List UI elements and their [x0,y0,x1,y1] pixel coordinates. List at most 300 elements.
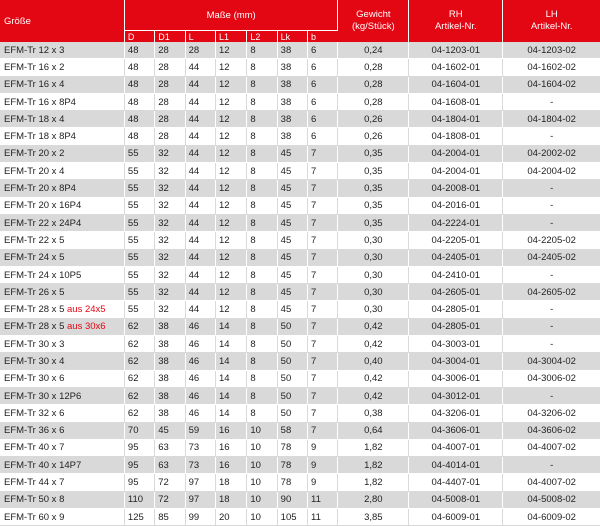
cell-lh: 04-2004-02 [503,163,600,180]
cell-lk: 78 [277,457,307,474]
cell-l: 28 [185,42,215,59]
cell-d: 62 [124,405,154,422]
cell-size [0,301,124,318]
cell-rh: 04-1604-01 [409,76,503,93]
cell-l1: 12 [215,249,246,266]
size-label: EFM-Tr 24 x 10P5 [4,269,82,281]
cell-rh: 04-1608-01 [409,93,503,110]
cell-l2: 8 [247,59,277,76]
cell-l1: 12 [215,145,246,162]
table-row [0,353,600,370]
cell-size [0,180,124,197]
cell-size [0,111,124,128]
cell-size [0,336,124,353]
cell-weight: 1,82 [338,439,409,456]
cell-l2: 8 [247,76,277,93]
cell-rh: 04-1203-01 [409,42,503,59]
cell-l2: 8 [247,128,277,145]
cell-d1: 72 [155,491,185,508]
cell-d: 48 [124,76,154,93]
size-note: aus 30x6 [67,321,106,333]
cell-d1: 32 [155,180,185,197]
cell-b: 7 [308,232,338,249]
cell-size [0,197,124,214]
cell-l2: 8 [247,42,277,59]
cell-l1: 18 [215,474,246,491]
cell-d: 62 [124,336,154,353]
cell-l: 44 [185,145,215,162]
cell-rh: 04-3004-01 [409,353,503,370]
cell-lk: 78 [277,474,307,491]
header-weight-label: Gewicht [356,9,391,20]
cell-d1: 32 [155,197,185,214]
table-row [0,301,600,318]
cell-l: 44 [185,249,215,266]
cell-d: 55 [124,145,154,162]
cell-rh: 04-3012-01 [409,387,503,404]
cell-rh: 04-4014-01 [409,457,503,474]
cell-l: 46 [185,370,215,387]
cell-d1: 28 [155,128,185,145]
cell-l2: 8 [247,336,277,353]
cell-size [0,422,124,439]
cell-l1: 12 [215,301,246,318]
cell-lh: 04-2205-02 [503,232,600,249]
table-row [0,249,600,266]
header-col-l1: L1 [215,31,246,43]
cell-d: 48 [124,42,154,59]
cell-b: 7 [308,249,338,266]
cell-l1: 12 [215,76,246,93]
cell-l2: 8 [247,301,277,318]
cell-weight: 0,26 [338,128,409,145]
cell-rh: 04-1602-01 [409,59,503,76]
cell-b: 7 [308,318,338,335]
cell-lh: - [503,301,600,318]
size-label: EFM-Tr 16 x 2 [4,61,65,73]
cell-d1: 63 [155,439,185,456]
cell-l2: 10 [247,439,277,456]
cell-l: 44 [185,284,215,301]
cell-lk: 45 [277,163,307,180]
cell-weight: 0,28 [338,76,409,93]
size-label: EFM-Tr 40 x 7 [4,442,65,454]
cell-lk: 105 [277,509,307,526]
cell-weight: 0,42 [338,370,409,387]
size-label: EFM-Tr 20 x 16P4 [4,200,82,212]
cell-lh: - [503,336,600,353]
cell-d1: 28 [155,42,185,59]
cell-d: 55 [124,249,154,266]
size-label: EFM-Tr 30 x 3 [4,338,65,350]
cell-rh: 04-4007-01 [409,439,503,456]
cell-l: 44 [185,163,215,180]
size-label: EFM-Tr 12 x 3 [4,44,65,56]
cell-lk: 45 [277,197,307,214]
cell-l1: 12 [215,180,246,197]
size-label: EFM-Tr 16 x 4 [4,79,65,91]
table-row [0,59,600,76]
cell-b: 11 [308,491,338,508]
cell-weight: 0,35 [338,214,409,231]
cell-rh: 04-6009-01 [409,509,503,526]
cell-lh: 04-4007-02 [503,474,600,491]
cell-weight: 0,42 [338,336,409,353]
cell-weight: 0,30 [338,301,409,318]
cell-l: 44 [185,59,215,76]
size-label: EFM-Tr 20 x 8P4 [4,183,76,195]
header-size: Größe [0,0,124,42]
cell-l2: 10 [247,474,277,491]
cell-weight: 0,35 [338,197,409,214]
cell-d: 55 [124,301,154,318]
cell-lh: - [503,93,600,110]
cell-lk: 45 [277,266,307,283]
cell-b: 9 [308,474,338,491]
cell-size [0,405,124,422]
table-row [0,145,600,162]
cell-lk: 58 [277,422,307,439]
size-label: EFM-Tr 40 x 14P7 [4,459,82,471]
size-label: EFM-Tr 20 x 4 [4,165,65,177]
cell-lh: - [503,266,600,283]
cell-l1: 12 [215,128,246,145]
cell-weight: 0,24 [338,42,409,59]
cell-l: 44 [185,301,215,318]
cell-d: 125 [124,509,154,526]
table-row [0,266,600,283]
cell-lh: - [503,457,600,474]
cell-lk: 38 [277,76,307,93]
cell-weight: 0,30 [338,284,409,301]
table-row [0,457,600,474]
cell-lk: 45 [277,249,307,266]
cell-b: 9 [308,439,338,456]
cell-weight: 0,26 [338,111,409,128]
cell-l2: 10 [247,491,277,508]
cell-l: 44 [185,266,215,283]
cell-d1: 28 [155,59,185,76]
cell-d1: 32 [155,284,185,301]
cell-d: 62 [124,318,154,335]
cell-l2: 10 [247,509,277,526]
size-label: EFM-Tr 20 x 2 [4,148,65,160]
cell-l1: 16 [215,439,246,456]
cell-size [0,439,124,456]
header-rh-sub: Artikel-Nr. [434,21,477,32]
cell-size [0,387,124,404]
cell-size [0,284,124,301]
table-row [0,111,600,128]
cell-lk: 45 [277,284,307,301]
cell-b: 7 [308,180,338,197]
cell-weight: 0,40 [338,353,409,370]
cell-d: 95 [124,439,154,456]
table-row [0,336,600,353]
cell-l2: 8 [247,370,277,387]
table-row [0,214,600,231]
size-label: EFM-Tr 30 x 4 [4,355,65,367]
cell-lh: - [503,387,600,404]
header-lh-label: LH [545,9,558,20]
table-row [0,284,600,301]
cell-d: 55 [124,163,154,180]
table-row [0,232,600,249]
cell-d1: 72 [155,474,185,491]
cell-d1: 32 [155,145,185,162]
cell-lk: 38 [277,93,307,110]
cell-d1: 38 [155,336,185,353]
cell-lh: 04-3006-02 [503,370,600,387]
cell-l: 97 [185,474,215,491]
cell-b: 7 [308,197,338,214]
cell-lk: 50 [277,405,307,422]
cell-l2: 10 [247,457,277,474]
cell-lk: 50 [277,336,307,353]
cell-l1: 12 [215,284,246,301]
header-weight-unit: (kg/Stück) [351,21,395,32]
cell-l1: 14 [215,405,246,422]
cell-rh: 04-3606-01 [409,422,503,439]
cell-lk: 38 [277,42,307,59]
cell-lk: 50 [277,370,307,387]
cell-lh: - [503,197,600,214]
table-row [0,474,600,491]
cell-l: 99 [185,509,215,526]
cell-lk: 38 [277,111,307,128]
cell-d1: 32 [155,232,185,249]
cell-b: 6 [308,128,338,145]
cell-size [0,59,124,76]
cell-lh: - [503,214,600,231]
table-row [0,76,600,93]
cell-b: 6 [308,42,338,59]
cell-l1: 12 [215,197,246,214]
cell-d: 55 [124,284,154,301]
table-row [0,42,600,59]
cell-lk: 45 [277,145,307,162]
table-row [0,387,600,404]
cell-d: 70 [124,422,154,439]
cell-lh: 04-1604-02 [503,76,600,93]
cell-d: 55 [124,197,154,214]
table-header [0,0,600,42]
cell-weight: 3,85 [338,509,409,526]
cell-size [0,145,124,162]
cell-d: 48 [124,111,154,128]
cell-lh: 04-1602-02 [503,59,600,76]
cell-rh: 04-3003-01 [409,336,503,353]
cell-l2: 8 [247,232,277,249]
size-label: EFM-Tr 30 x 12P6 [4,390,82,402]
cell-weight: 0,42 [338,318,409,335]
cell-d1: 38 [155,318,185,335]
cell-lh: 04-2405-02 [503,249,600,266]
cell-d1: 38 [155,405,185,422]
cell-b: 7 [308,301,338,318]
cell-lh: 04-6009-02 [503,509,600,526]
cell-d: 62 [124,370,154,387]
cell-lk: 50 [277,387,307,404]
size-label: EFM-Tr 26 x 5 [4,286,65,298]
cell-b: 6 [308,76,338,93]
cell-b: 7 [308,163,338,180]
cell-l2: 8 [247,180,277,197]
size-label: EFM-Tr 60 x 9 [4,511,65,523]
cell-weight: 0,42 [338,387,409,404]
cell-l1: 12 [215,232,246,249]
cell-lk: 38 [277,59,307,76]
cell-d: 62 [124,387,154,404]
cell-b: 7 [308,405,338,422]
cell-lk: 90 [277,491,307,508]
cell-l: 59 [185,422,215,439]
size-label: EFM-Tr 16 x 8P4 [4,96,76,108]
cell-lk: 50 [277,353,307,370]
size-note: aus 24x5 [67,304,106,316]
cell-lh: 04-2002-02 [503,145,600,162]
cell-l: 44 [185,197,215,214]
cell-b: 7 [308,284,338,301]
cell-d1: 32 [155,266,185,283]
cell-lh: 04-1804-02 [503,111,600,128]
cell-d1: 45 [155,422,185,439]
cell-b: 7 [308,214,338,231]
table-row [0,405,600,422]
cell-l2: 8 [247,163,277,180]
table-row [0,180,600,197]
cell-l: 46 [185,318,215,335]
cell-d1: 28 [155,111,185,128]
header-col-lk: Lk [277,31,307,43]
cell-lk: 45 [277,214,307,231]
cell-weight: 0,35 [338,180,409,197]
cell-weight: 0,35 [338,163,409,180]
table-row [0,318,600,335]
cell-d: 55 [124,214,154,231]
size-label: EFM-Tr 22 x 24P4 [4,217,82,229]
cell-b: 11 [308,509,338,526]
table-row [0,163,600,180]
cell-size [0,249,124,266]
cell-lh: 04-3004-02 [503,353,600,370]
cell-d: 48 [124,128,154,145]
cell-b: 7 [308,370,338,387]
cell-l: 44 [185,214,215,231]
cell-l: 44 [185,180,215,197]
cell-rh: 04-2405-01 [409,249,503,266]
cell-l1: 14 [215,370,246,387]
size-label: EFM-Tr 18 x 8P4 [4,131,76,143]
cell-l1: 12 [215,59,246,76]
cell-b: 7 [308,145,338,162]
cell-d: 62 [124,353,154,370]
cell-l: 46 [185,387,215,404]
cell-rh: 04-1804-01 [409,111,503,128]
cell-rh: 04-3206-01 [409,405,503,422]
cell-size [0,232,124,249]
header-rh-label: RH [448,9,463,20]
header-lh-sub: Artikel-Nr. [530,21,573,32]
header-col-l2: L2 [247,31,277,43]
cell-size [0,266,124,283]
cell-lk: 45 [277,232,307,249]
cell-d1: 63 [155,457,185,474]
cell-b: 6 [308,59,338,76]
size-label: EFM-Tr 30 x 6 [4,373,65,385]
cell-rh: 04-2805-01 [409,301,503,318]
header-weight [338,0,409,42]
cell-size [0,214,124,231]
cell-lh: 04-1203-02 [503,42,600,59]
cell-l2: 8 [247,387,277,404]
cell-l: 73 [185,439,215,456]
size-label: EFM-Tr 18 x 4 [4,113,65,125]
header-rh [409,0,503,42]
cell-size [0,42,124,59]
cell-b: 7 [308,422,338,439]
cell-rh: 04-2605-01 [409,284,503,301]
cell-weight: 0,38 [338,405,409,422]
cell-lh: - [503,128,600,145]
cell-d1: 38 [155,353,185,370]
cell-weight: 2,80 [338,491,409,508]
cell-weight: 0,30 [338,249,409,266]
cell-size [0,128,124,145]
size-label: EFM-Tr 24 x 5 [4,252,65,264]
cell-b: 7 [308,266,338,283]
cell-lh: 04-4007-02 [503,439,600,456]
cell-rh: 04-1808-01 [409,128,503,145]
cell-lh: 04-2605-02 [503,284,600,301]
table-row [0,197,600,214]
cell-b: 7 [308,353,338,370]
size-label: EFM-Tr 44 x 7 [4,477,65,489]
cell-d1: 32 [155,301,185,318]
table-row [0,509,600,526]
cell-l2: 8 [247,284,277,301]
cell-l: 46 [185,353,215,370]
cell-l: 46 [185,405,215,422]
cell-l: 44 [185,93,215,110]
cell-rh: 04-3006-01 [409,370,503,387]
cell-weight: 0,30 [338,232,409,249]
cell-l2: 8 [247,405,277,422]
cell-l2: 10 [247,422,277,439]
cell-l2: 8 [247,353,277,370]
cell-l2: 8 [247,249,277,266]
cell-l1: 14 [215,318,246,335]
cell-lh: - [503,318,600,335]
cell-size [0,76,124,93]
header-col-d: D [124,31,154,43]
cell-lh: - [503,180,600,197]
header-dimensions: Maße (mm) [124,0,338,31]
cell-l1: 14 [215,336,246,353]
cell-rh: 04-2004-01 [409,163,503,180]
cell-size [0,457,124,474]
cell-lk: 45 [277,301,307,318]
cell-l1: 16 [215,422,246,439]
cell-l: 46 [185,336,215,353]
cell-l1: 12 [215,214,246,231]
cell-l: 44 [185,232,215,249]
cell-size [0,318,124,335]
cell-b: 7 [308,387,338,404]
cell-d: 48 [124,93,154,110]
cell-l1: 14 [215,353,246,370]
cell-rh: 04-2805-01 [409,318,503,335]
